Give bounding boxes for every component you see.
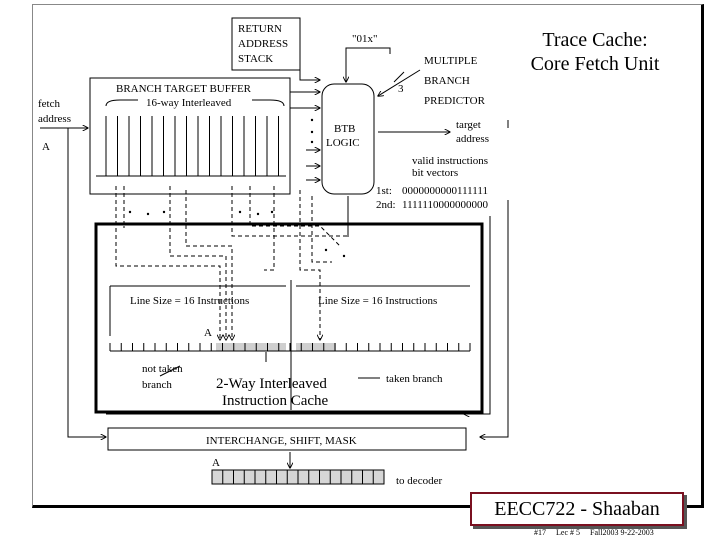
slide-footer xyxy=(534,528,664,537)
icache-label-line-1: 2-Way Interleaved xyxy=(216,376,327,392)
bit-vector-feed-line xyxy=(480,120,508,437)
footer-date: Fall2003 9-22-2003 xyxy=(590,528,654,537)
footer-slide-number: #17 xyxy=(534,528,546,537)
to-decoder-label: to decoder xyxy=(396,475,443,487)
mbp-line-1: MULTIPLE xyxy=(424,55,478,67)
slide-title-line-2: Core Fetch Unit xyxy=(530,53,660,75)
vector-2nd-value: 1111110000000000 xyxy=(402,199,488,211)
signal-01x-label: "01x" xyxy=(352,33,378,45)
cache-a-label: A xyxy=(204,327,212,339)
btb-subtitle: 16-way Interleaved xyxy=(146,97,232,109)
icache-label-line-2: Instruction Cache xyxy=(222,393,329,409)
slide-title xyxy=(510,28,680,76)
valid-bits-line-2: bit vectors xyxy=(412,167,459,179)
dashed-fetch-paths xyxy=(116,186,348,340)
btb-dots-row xyxy=(129,211,273,215)
vector-1st-value: 0000000000111111 xyxy=(402,185,488,197)
course-badge: EECC722 - Shaaban xyxy=(470,492,684,526)
btb-entry-columns xyxy=(106,116,279,176)
taken-branch-label: taken branch xyxy=(386,373,443,385)
btb-title: BRANCH TARGET BUFFER xyxy=(116,83,252,95)
line-size-right: Line Size = 16 Instructions xyxy=(318,295,438,307)
decoder-a-label: A xyxy=(212,457,220,469)
branch-target-buffer-box xyxy=(90,78,290,194)
interchange-label: INTERCHANGE, SHIFT, MASK xyxy=(206,435,357,447)
mbp-line-2: BRANCH xyxy=(424,75,470,87)
fetch-a-label: A xyxy=(42,141,50,153)
ras-line-1: RETURN xyxy=(238,23,282,35)
fetch-address-label-1: fetch xyxy=(38,98,60,110)
signal-01x-line xyxy=(346,48,390,82)
interchange-right-feed xyxy=(464,216,490,414)
target-address-line-2: address xyxy=(456,133,489,145)
vector-2nd-label: 2nd: xyxy=(376,199,396,211)
btb-logic-line-1: BTB xyxy=(334,123,356,135)
target-address-line-1: target xyxy=(456,119,481,131)
vector-1st-label: 1st: xyxy=(376,185,392,197)
slide-title-line-1: Trace Cache: xyxy=(542,29,648,51)
line-size-left: Line Size = 16 Instructions xyxy=(130,295,250,307)
ras-line-3: STACK xyxy=(238,53,274,65)
mbp-line-3: PREDICTOR xyxy=(424,95,485,107)
cache-right-line-highlight xyxy=(296,343,336,351)
btb-logic-dots xyxy=(311,119,313,143)
btb-logic-line-2: LOGIC xyxy=(326,137,360,149)
not-taken-line-2: branch xyxy=(142,379,172,391)
footer-lecture: Lec # 5 xyxy=(556,528,580,537)
cache-line-ticks xyxy=(110,343,470,351)
cache-left-line-highlight xyxy=(216,343,286,351)
ras-line-2: ADDRESS xyxy=(238,38,289,50)
not-taken-line-1: not taken xyxy=(142,363,183,375)
btb-to-logic-arrows xyxy=(290,70,320,180)
fetch-address-feed-line xyxy=(68,128,106,437)
fetch-address-label-2: address xyxy=(38,113,71,125)
dot-marks xyxy=(325,249,345,257)
bus-width-label: 3 xyxy=(398,83,404,95)
valid-bits-line-1: valid instructions xyxy=(412,155,489,167)
